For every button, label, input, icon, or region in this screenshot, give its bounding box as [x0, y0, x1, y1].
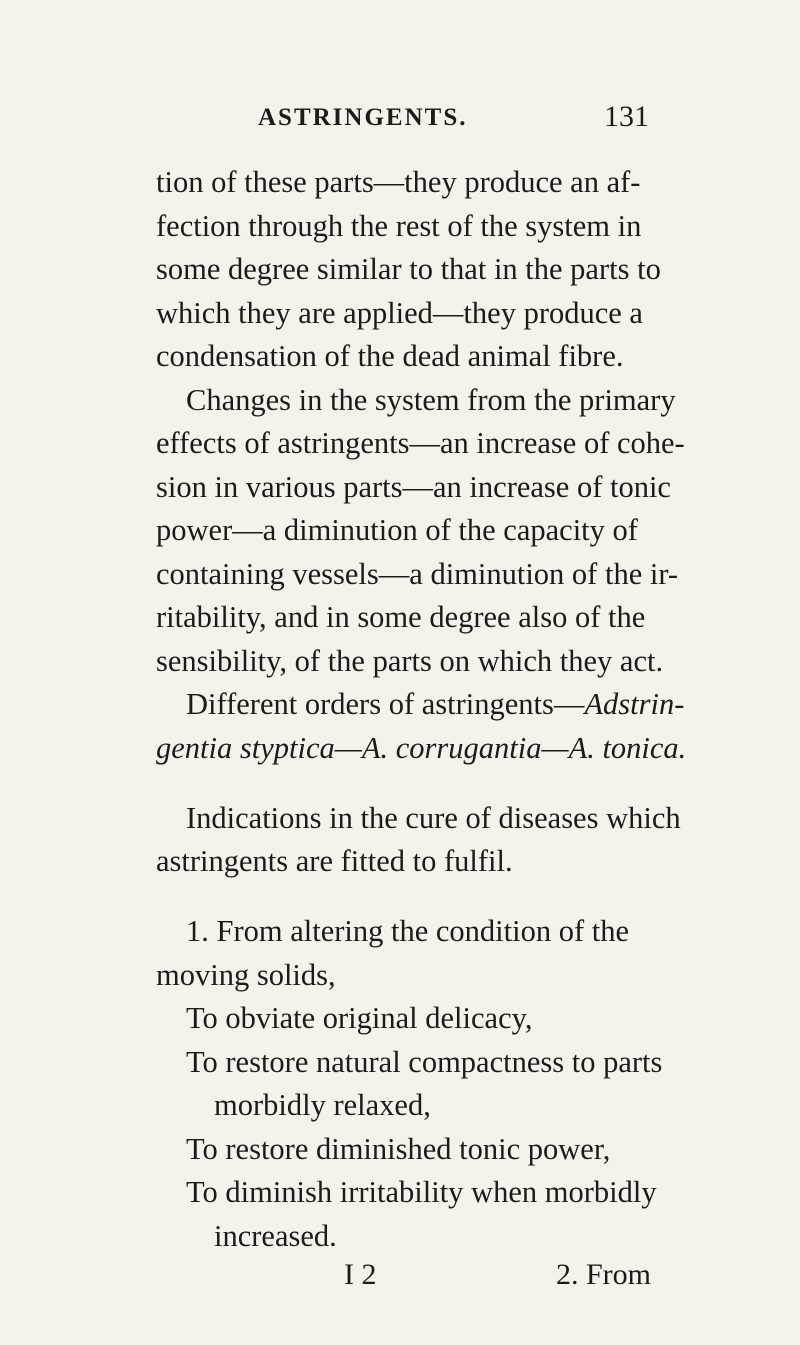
text-italic: Adstrin- — [584, 687, 685, 721]
text-line: ritability, and in some degree also of the — [156, 600, 646, 634]
text-line: containing vessels—a diminution of the ir- — [156, 557, 679, 591]
list-item-continuation: morbidly relaxed, — [214, 1088, 431, 1122]
list-item: To restore diminished tonic power, — [186, 1132, 611, 1166]
text-line: Changes in the system from the primary — [186, 383, 676, 417]
text-line: Indications in the cure of diseases which — [186, 801, 681, 835]
text-line: condensation of the dead animal fibre. — [156, 339, 624, 373]
signature-mark: I 2 — [344, 1258, 377, 1291]
list-item: To obviate original delicacy, — [186, 1001, 533, 1035]
text-line: sion in various parts—an increase of tonic — [156, 470, 671, 504]
list-intro-line: 1. From altering the condition of the — [186, 914, 630, 948]
catchword: 2. From — [556, 1258, 652, 1291]
page-number: 131 — [604, 100, 649, 133]
running-head: ASTRINGENTS. — [258, 104, 468, 131]
text-line: some degree similar to that in the parts to — [156, 252, 661, 286]
text-line: power—a diminution of the capacity of — [156, 513, 638, 547]
page-header — [258, 96, 658, 136]
text-line: which they are applied—they produce a — [156, 296, 643, 330]
list-item: To diminish irritability when morbidly — [186, 1175, 657, 1209]
list-item: To restore natural compactness to parts — [186, 1045, 663, 1079]
text-line: fection through the rest of the system in — [156, 209, 642, 243]
page-footer — [0, 1258, 800, 1298]
text-line: astringents are fitted to fulfil. — [156, 844, 513, 878]
list-item-continuation: increased. — [214, 1219, 337, 1253]
text-roman: Different orders of astringents— — [186, 687, 585, 721]
text-line: tion of these parts—they produce an af- — [156, 165, 641, 199]
text-line — [186, 686, 684, 722]
text-line: sensibility, of the parts on which they act. — [156, 644, 664, 678]
text-line: effects of astringents—an increase of cohe- — [156, 426, 685, 460]
list-intro-line: moving solids, — [156, 958, 336, 992]
text-line: gentia styptica—A. corrugantia—A. tonica. — [156, 731, 687, 765]
